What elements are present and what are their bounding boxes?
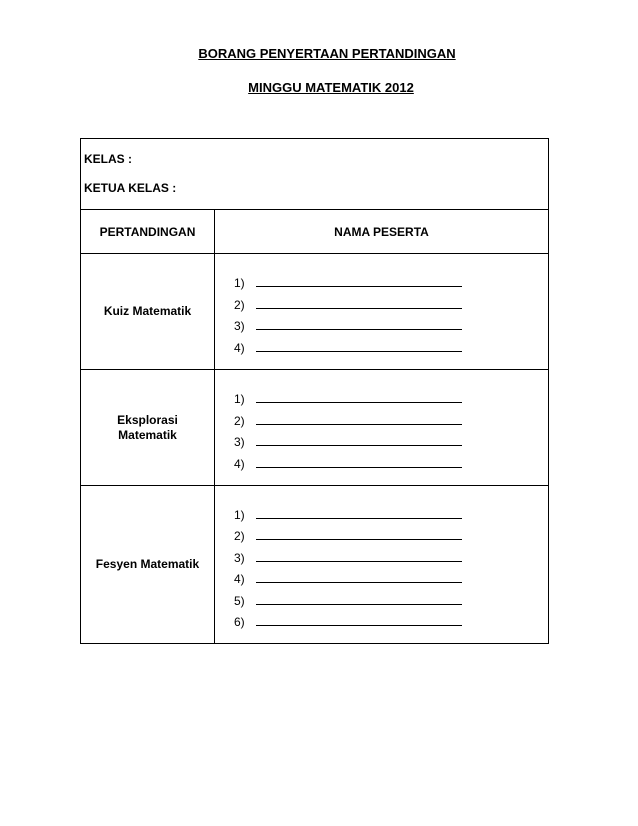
name-blank-line[interactable] xyxy=(256,624,462,626)
participant-slot[interactable] xyxy=(234,500,548,522)
slot-number: 4) xyxy=(234,456,245,471)
event-name-cell xyxy=(81,254,215,370)
name-blank-line[interactable] xyxy=(256,401,462,403)
participant-slot[interactable] xyxy=(234,269,548,291)
event-name-cell xyxy=(81,486,215,644)
participant-names-cell xyxy=(215,370,549,486)
event-name-line: Fesyen Matematik xyxy=(95,557,200,571)
slot-number: 3) xyxy=(234,435,245,449)
slot-number: 3) xyxy=(234,550,245,565)
participant-names-cell xyxy=(215,254,549,370)
event-row-eksplorasi-matematik xyxy=(81,370,549,486)
name-blank-line[interactable] xyxy=(256,581,462,583)
slot-number: 2) xyxy=(234,413,245,428)
participant-slot[interactable] xyxy=(234,449,548,471)
participant-slot[interactable] xyxy=(234,522,548,544)
name-blank-line[interactable] xyxy=(256,307,462,309)
event-name-line: Kuiz Matematik xyxy=(103,304,192,318)
event-row-fesyen-matematik xyxy=(81,486,549,644)
name-blank-line[interactable] xyxy=(256,538,462,540)
event-name-line: Eksplorasi xyxy=(117,412,178,427)
participant-slot[interactable] xyxy=(234,608,548,630)
participant-slot[interactable] xyxy=(234,406,548,428)
participant-slot[interactable] xyxy=(234,385,548,407)
slot-number: 4) xyxy=(234,572,245,586)
slot-number: 1) xyxy=(234,507,245,522)
name-blank-line[interactable] xyxy=(256,423,462,425)
participant-names-cell xyxy=(215,486,549,644)
name-blank-line[interactable] xyxy=(256,603,462,605)
class-info-cell xyxy=(81,139,549,210)
slot-number: 1) xyxy=(234,276,245,290)
header-nama-peserta: NAMA PESERTA xyxy=(215,210,549,254)
entry-form-table xyxy=(80,138,549,644)
participant-slot[interactable] xyxy=(234,565,548,587)
slot-number: 3) xyxy=(234,319,245,333)
ketua-kelas-label: KETUA KELAS : xyxy=(84,181,177,195)
slot-number: 5) xyxy=(234,593,245,608)
participant-slot[interactable] xyxy=(234,428,548,450)
participant-slot[interactable] xyxy=(234,543,548,565)
event-row-kuiz-matematik xyxy=(81,254,549,370)
name-blank-line[interactable] xyxy=(256,328,462,330)
participant-slot[interactable] xyxy=(234,333,548,355)
participant-slot[interactable] xyxy=(234,586,548,608)
slot-number: 6) xyxy=(234,615,245,629)
slot-number: 2) xyxy=(234,529,245,543)
event-name-line: Matematik xyxy=(118,427,177,442)
slot-number: 4) xyxy=(234,340,245,355)
name-blank-line[interactable] xyxy=(256,517,462,519)
name-blank-line[interactable] xyxy=(256,285,462,287)
form-title: BORANG PENYERTAAN PERTANDINGAN xyxy=(198,46,456,61)
name-blank-line[interactable] xyxy=(256,466,462,468)
header-pertandingan: PERTANDINGAN xyxy=(81,210,215,254)
slot-number: 2) xyxy=(234,297,245,312)
kelas-label: KELAS : xyxy=(84,152,132,166)
name-blank-line[interactable] xyxy=(256,350,462,352)
participant-slot[interactable] xyxy=(234,312,548,334)
name-blank-line[interactable] xyxy=(256,444,462,446)
name-blank-line[interactable] xyxy=(256,560,462,562)
event-name-cell xyxy=(81,370,215,486)
participant-slot[interactable] xyxy=(234,290,548,312)
form-subtitle: MINGGU MATEMATIK 2012 xyxy=(248,80,414,95)
slot-number: 1) xyxy=(234,392,245,406)
